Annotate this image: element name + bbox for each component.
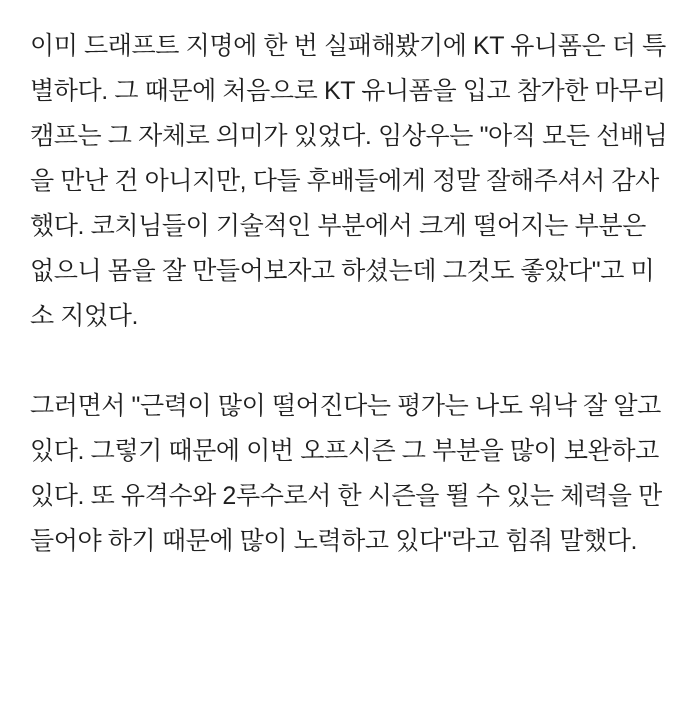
article-paragraph: 이미 드래프트 지명에 한 번 실패해봤기에 KT 유니폼은 더 특별하다. 그 때문에 처음으로 KT 유니폼을 입고 참가한 마무리 캠프는 그 자체로 의미가 있었다. 임상우는 "아직 모든 선배님을 만난 건 아니지만, 다들 후배들에게 정말 잘해주셔서 감사했다. 코치님들이 기술적인 부분에서 크게 떨어지는 부분은 없으니 몸을 잘 만들어보자고 하셨는데 그것도 좋았다"고 미소 지었다. [30,32,673,330]
article-paragraph: 그러면서 "근력이 많이 떨어진다는 평가는 나도 워낙 잘 알고 있다. 그렇기 때문에 이번 오프시즌 그 부분을 많이 보완하고 있다. 또 유격수와 2루수로서 한 시즌을 뛸 수 있는 체력을 만들어야 하기 때문에 많이 노력하고 있다"라고 힘줘 말했다. [30,392,668,555]
